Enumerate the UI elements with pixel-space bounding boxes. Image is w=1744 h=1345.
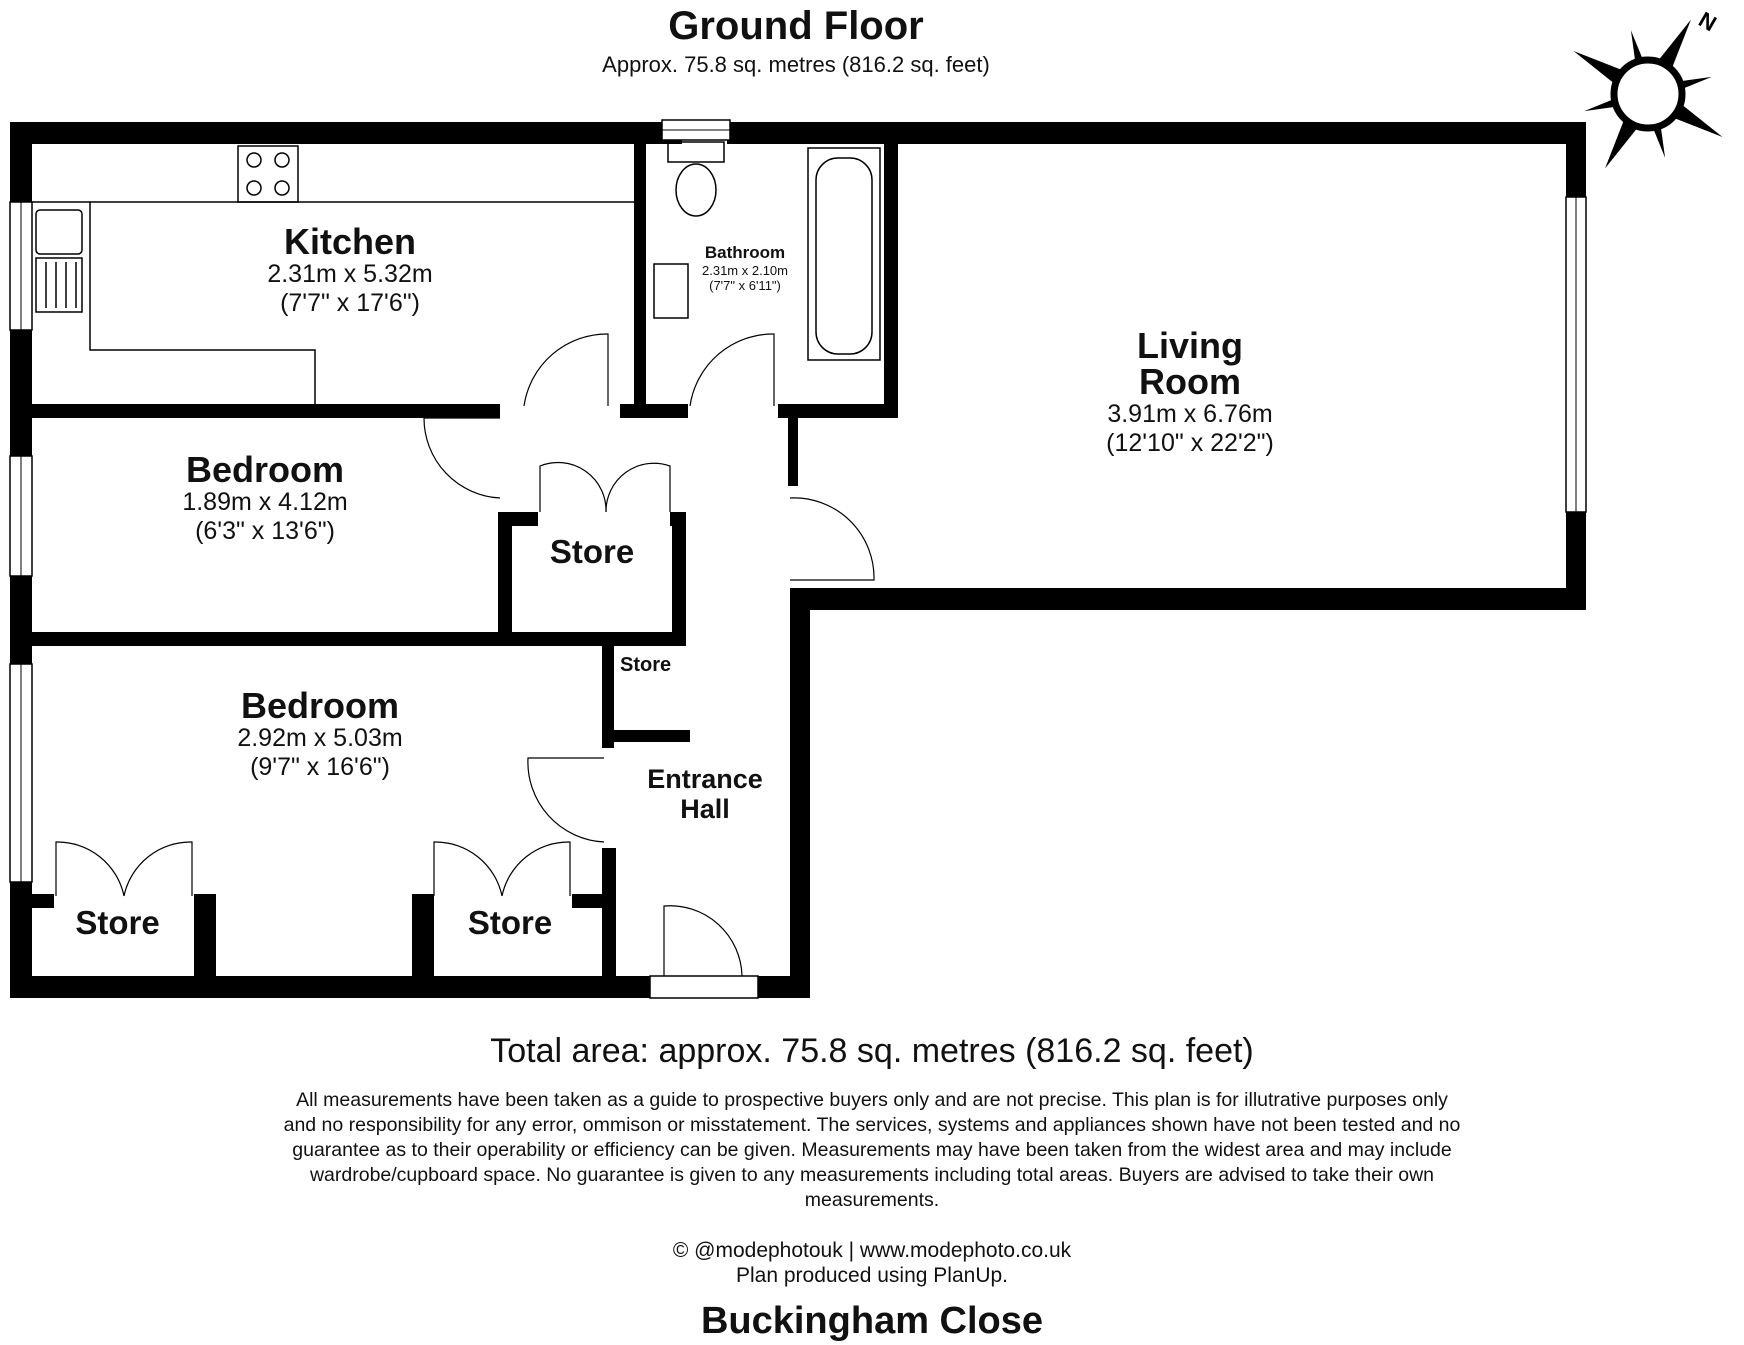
bedroom2-label (170, 685, 470, 782)
door-store-right-a (434, 842, 502, 896)
wall-small-store-bottom (602, 730, 690, 742)
wall-store-top-left (498, 512, 538, 526)
living-name-2: Room (1139, 361, 1241, 402)
wall-right-upper (1566, 122, 1586, 197)
drainer (36, 258, 82, 312)
wall-hall-upper (788, 418, 798, 486)
door-store-right-b (502, 842, 570, 896)
wall-store-left (498, 512, 512, 646)
door-bathroom (690, 334, 774, 406)
bathroom-dim-m: 2.31m x 2.10m (702, 263, 788, 278)
credits (0, 1238, 1744, 1288)
door-store-left-leaf (540, 462, 606, 512)
wall-hall-lower (602, 848, 616, 988)
hob-ring (275, 153, 289, 167)
bedroom2-name: Bedroom (240, 685, 399, 726)
entrance-hall-label (630, 764, 780, 824)
compass-north-label: N (1694, 6, 1721, 37)
hob-ring (247, 181, 261, 195)
door-bedroom2 (528, 758, 604, 842)
doors (56, 334, 874, 976)
disclaimer-line: guarantee as to their operability or efficiency can be given. Measurements may have been taken from the widest area and may include (292, 1139, 1452, 1161)
wall-hall-right (790, 588, 810, 998)
bedroom1-label (120, 449, 410, 546)
store-left-label: Store (75, 904, 160, 941)
bath (808, 148, 880, 360)
hall-name-1: Entrance (647, 764, 763, 794)
bedroom1-name: Bedroom (185, 449, 344, 490)
disclaimer-line: All measurements have been taken as a guide to prospective buyers only and are not precise. This plan is for illutrative purposes only (296, 1089, 1448, 1111)
kitchen-dim-ft: (7'7" x 17'6") (280, 289, 420, 317)
living-dim-m: 3.91m x 6.76m (1107, 400, 1273, 428)
wall-left-1 (10, 122, 32, 202)
bedroom1-dim-ft: (6'3" x 13'6") (195, 517, 335, 545)
door-entrance (664, 906, 742, 976)
wall-bath-bottom-left (620, 404, 688, 418)
store-small-label: Store (620, 654, 672, 676)
kitchen-name: Kitchen (283, 221, 416, 262)
door-store-left-a (56, 842, 124, 896)
wall-bath-living (884, 144, 898, 418)
hob (238, 146, 298, 202)
store-mid-label: Store (549, 533, 635, 570)
bedroom2-dim-m: 2.92m x 5.03m (237, 724, 403, 752)
door-kitchen (524, 334, 608, 406)
door-store-right-leaf (606, 463, 670, 512)
wall-bottom-left (10, 976, 650, 998)
store-right-label: Store (467, 904, 553, 941)
bedroom1-dim-m: 1.89m x 4.12m (182, 488, 348, 516)
compass (1569, 15, 1728, 174)
hall-name-2: Hall (680, 794, 730, 824)
wall-living-bottom (790, 588, 1586, 610)
kitchen-dim-m: 2.31m x 5.32m (267, 260, 433, 288)
total-area: Total area: approx. 75.8 sq. metres (816.2 sq. feet) (490, 1032, 1254, 1070)
kitchen-label (200, 221, 500, 318)
wall-bedroom-divider (32, 632, 682, 646)
wall-bath-bottom-right (778, 404, 896, 418)
bathroom-label (680, 243, 810, 293)
disclaimer-line: measurements. (804, 1189, 940, 1211)
wall-top-left (10, 122, 682, 144)
bedroom2-dim-ft: (9'7" x 16'6") (250, 753, 390, 781)
toilet-cistern (668, 142, 724, 162)
credit-line-2: Plan produced using PlanUp. (735, 1264, 1008, 1287)
wall-left-2 (10, 330, 32, 456)
door-living (790, 498, 874, 580)
hob-ring (247, 153, 261, 167)
wall-kitchen-bath (634, 144, 646, 406)
living-room-label (1040, 325, 1340, 458)
floor-area: Approx. 75.8 sq. metres (816.2 sq. feet) (602, 52, 990, 77)
wall-kitchen-bottom (32, 404, 500, 418)
hob-ring (275, 181, 289, 195)
property-name: Buckingham Close (700, 1300, 1044, 1342)
wall-top-right (727, 122, 1586, 144)
floor-title: Ground Floor (668, 4, 924, 48)
wall-store-top-right (670, 512, 686, 526)
disclaimer-line: wardrobe/cupboard space. No guarantee is given to any measurements including total areas. Buyers are advised to take their own (309, 1164, 1435, 1186)
disclaimer (0, 1088, 1744, 1213)
wall-store-right (672, 512, 686, 646)
credit-line-1: © @modephotouk | www.modephoto.co.uk (672, 1239, 1072, 1262)
wall-bottom-right (758, 976, 810, 998)
sink (36, 210, 82, 254)
bathroom-name: Bathroom (704, 243, 786, 262)
door-store-left-b (124, 842, 192, 896)
entrance-door-frame (650, 976, 758, 998)
bath-inner (816, 158, 872, 354)
living-dim-ft: (12'10" x 22'2") (1106, 429, 1274, 457)
wall-left-3 (10, 576, 32, 664)
toilet-bowl (676, 164, 716, 216)
living-name-1: Living (1137, 325, 1243, 366)
disclaimer-line: and no responsibility for any error, ommison or misstatement. The services, systems and appliances shown have not been tested and no (283, 1114, 1461, 1136)
door-bedroom1 (424, 418, 500, 498)
bathroom-dim-ft: (7'7" x 6'11") (709, 278, 781, 293)
wall-store-left-right (194, 894, 216, 984)
